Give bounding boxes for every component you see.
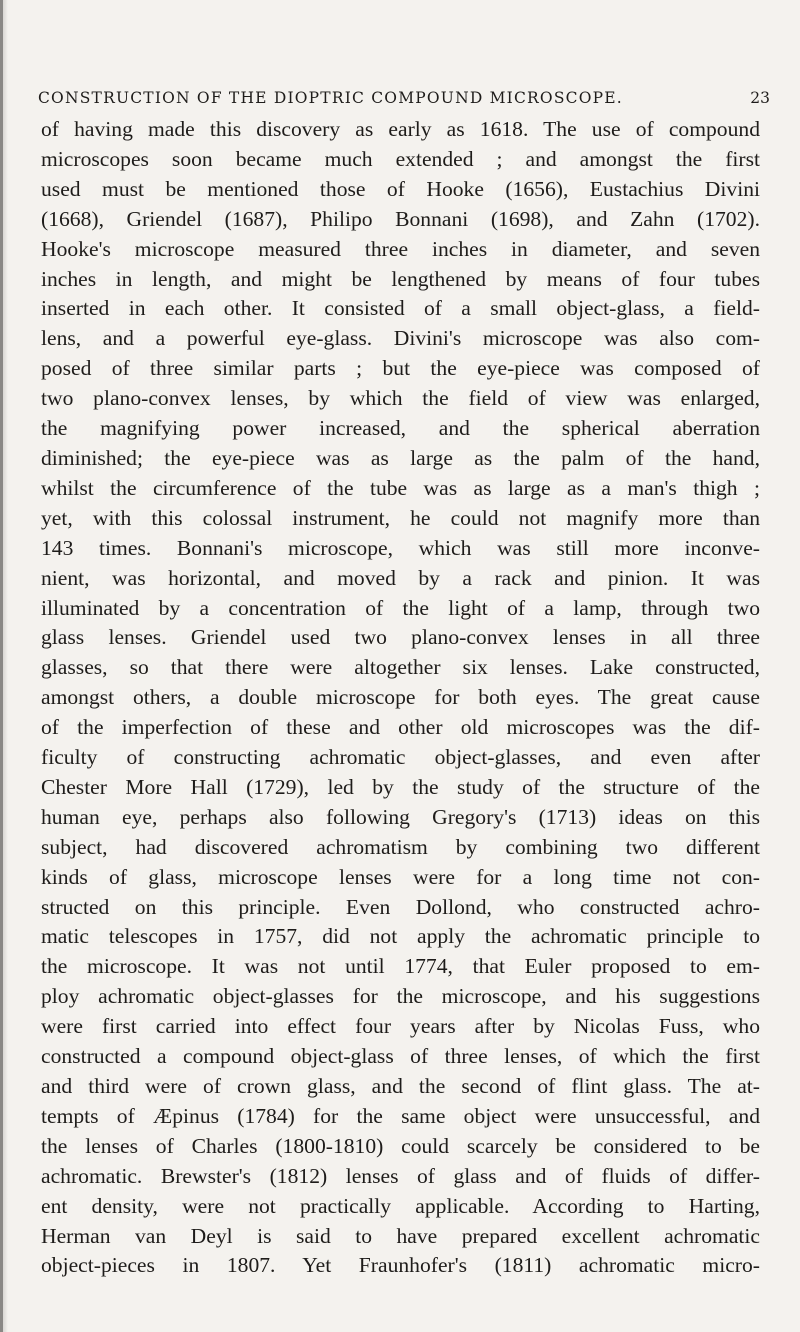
text-line: human eye, perhaps also following Gregory's (1713) ideas on this: [41, 804, 760, 829]
text-line: illuminated by a concentration of the light of a lamp, through two: [41, 595, 760, 620]
text-line: yet, with this colossal instrument, he could not magnify more than: [41, 505, 760, 530]
text-line: tempts of Æpinus (1784) for the same object were unsuccessful, and: [41, 1103, 760, 1128]
text-line: lens, and a powerful eye-glass. Divini's microscope was also com-: [41, 326, 760, 351]
text-line: matic telescopes in 1757, did not apply the achromatic principle to: [41, 924, 760, 949]
text-line: used must be mentioned those of Hooke (1656), Eustachius Divini: [41, 176, 760, 201]
text-line: diminished; the eye-piece was as large as the palm of the hand,: [41, 445, 760, 470]
text-line: the microscope. It was not until 1774, that Euler proposed to em-: [41, 954, 760, 979]
text-line: microscopes soon became much extended ; and amongst the first: [41, 146, 760, 171]
text-line: achromatic. Brewster's (1812) lenses of glass and of fluids of differ-: [41, 1163, 760, 1188]
text-line: whilst the circumference of the tube was as large as a man's thigh ;: [41, 475, 760, 500]
text-line: of having made this discovery as early as 1618. The use of compound: [41, 117, 760, 141]
text-line: two plano-convex lenses, by which the field of view was enlarged,: [41, 386, 760, 411]
text-line: glass lenses. Griendel used two plano-convex lenses in all three: [41, 625, 760, 650]
page-edge-shadow: [3, 0, 8, 1332]
text-line: amongst others, a double microscope for both eyes. The great cause: [41, 685, 760, 710]
text-line: subject, had discovered achromatism by combining two different: [41, 834, 760, 859]
text-line: ent density, were not practically applicable. According to Harting,: [41, 1193, 760, 1218]
text-line: 143 times. Bonnani's microscope, which was still more inconve-: [41, 535, 760, 560]
text-line: nient, was horizontal, and moved by a rack and pinion. It was: [41, 565, 760, 590]
text-line: inches in length, and might be lengthened by means of four tubes: [41, 266, 760, 291]
running-title: CONSTRUCTION OF THE DIOPTRIC COMPOUND MICROSCOPE.: [38, 89, 623, 107]
text-line: were first carried into effect four years after by Nicolas Fuss, who: [41, 1014, 760, 1039]
text-line: of the imperfection of these and other old microscopes was the dif-: [41, 715, 760, 740]
text-line: Chester More Hall (1729), led by the study of the structure of the: [41, 774, 760, 799]
text-line: the magnifying power increased, and the spherical aberration: [41, 416, 760, 441]
text-line: kinds of glass, microscope lenses were for a long time not con-: [41, 864, 760, 889]
page-number: 23: [750, 89, 770, 107]
text-line: and third were of crown glass, and the second of flint glass. The at-: [41, 1074, 760, 1098]
text-line: ficulty of constructing achromatic object-glasses, and even after: [41, 745, 760, 770]
running-head: [38, 88, 770, 108]
text-line: Hooke's microscope measured three inches in diameter, and seven: [41, 236, 760, 261]
text-line: (1668), Griendel (1687), Philipo Bonnani (1698), and Zahn (1702).: [41, 206, 760, 231]
text-line: structed on this principle. Even Dollond, who constructed achro-: [41, 894, 760, 919]
text-line: Herman van Deyl is said to have prepared excellent achromatic: [41, 1223, 760, 1248]
text-line: object-pieces in 1807. Yet Fraunhofer's (1811) achromatic micro-: [41, 1253, 760, 1278]
text-line: constructed a compound object-glass of three lenses, of which the first: [41, 1044, 760, 1069]
text-line: inserted in each other. It consisted of a small object-glass, a field-: [41, 296, 760, 321]
text-line: ploy achromatic object-glasses for the microscope, and his suggestions: [41, 984, 760, 1009]
text-line: the lenses of Charles (1800-1810) could scarcely be considered to be: [41, 1133, 760, 1158]
body-text: [41, 115, 760, 1281]
text-line: glasses, so that there were altogether six lenses. Lake constructed,: [41, 655, 760, 680]
text-line: posed of three similar parts ; but the eye-piece was composed of: [41, 356, 760, 381]
